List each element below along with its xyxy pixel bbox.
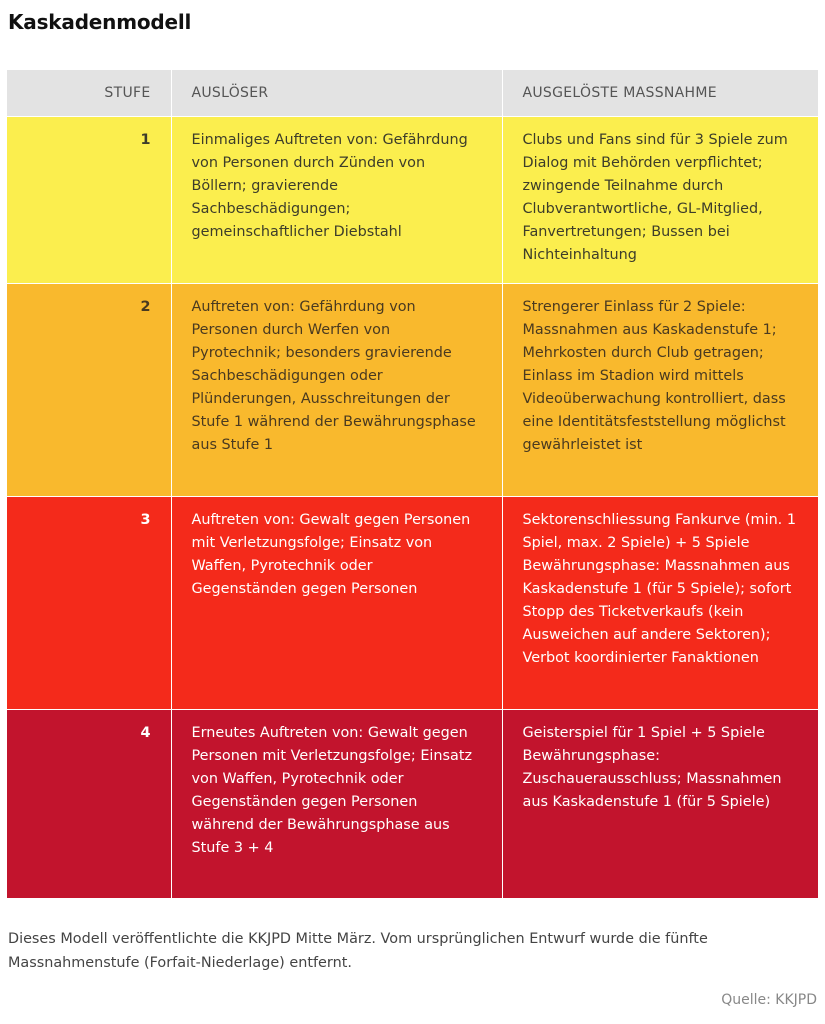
cascade-table [7,70,818,898]
measure-cell: Sektorenschliessung Fankurve (min. 1 Spiel, max. 2 Spiele) + 5 Spiele Bewährungsphase: Massnahmen aus Kaskadenstufe 1 (für 5 Spiele); sofort Stopp des Ticketverkaufs (kein Ausweichen auf andere Sektoren); Verbot koordinierter Fanaktionen [502,497,818,710]
table-row [7,710,818,899]
table-row [7,497,818,710]
trigger-cell: Erneutes Auftreten von: Gewalt gegen Personen mit Verletzungsfolge; Einsatz von Waffen, Pyrotechnik oder Gegenständen gegen Personen während der Bewährungsphase aus Stufe 3 + 4 [171,710,502,899]
column-header-level: STUFE [7,70,171,117]
column-header-trigger: AUSLÖSER [171,70,502,117]
measure-cell: Clubs und Fans sind für 3 Spiele zum Dialog mit Behörden verpflichtet; zwingende Teilnahme durch Clubverantwortliche, GL-Mitglied, Fanvertretungen; Bussen bei Nichteinhaltung [502,117,818,284]
level-cell: 1 [7,117,171,284]
source-credit: Quelle: KKJPD [721,992,817,1008]
measure-cell: Strengerer Einlass für 2 Spiele: Massnahmen aus Kaskadenstufe 1; Mehrkosten durch Club getragen; Einlass im Stadion wird mittels Videoüberwachung kontrolliert, dass eine Identitätsfeststellung möglichst gewährleistet ist [502,284,818,497]
level-cell: 4 [7,710,171,899]
level-cell: 3 [7,497,171,710]
trigger-cell: Einmaliges Auftreten von: Gefährdung von Personen durch Zünden von Böllern; gravierende Sachbeschädigungen; gemeinschaftlicher Diebstahl [171,117,502,284]
table-row [7,117,818,284]
table-row [7,284,818,497]
trigger-cell: Auftreten von: Gefährdung von Personen durch Werfen von Pyrotechnik; besonders gravierende Sachbeschädigungen oder Plünderungen, Ausschreitungen der Stufe 1 während der Bewährungsphase aus Stufe 1 [171,284,502,497]
measure-cell: Geisterspiel für 1 Spiel + 5 Spiele Bewährungsphase: Zuschauerausschluss; Massnahmen aus Kaskadenstufe 1 (für 5 Spiele) [502,710,818,899]
footnote: Dieses Modell veröffentlichte die KKJPD Mitte März. Vom ursprünglichen Entwurf wurde die fünfte Massnahmenstufe (Forfait-Niederlage) entfernt. [8,931,708,971]
column-header-measure: AUSGELÖSTE MASSNAHME [502,70,818,117]
level-cell: 2 [7,284,171,497]
page-title: Kaskadenmodell [8,10,192,34]
table-header-row [7,70,818,117]
trigger-cell: Auftreten von: Gewalt gegen Personen mit Verletzungsfolge; Einsatz von Waffen, Pyrotechnik oder Gegenständen gegen Personen [171,497,502,710]
